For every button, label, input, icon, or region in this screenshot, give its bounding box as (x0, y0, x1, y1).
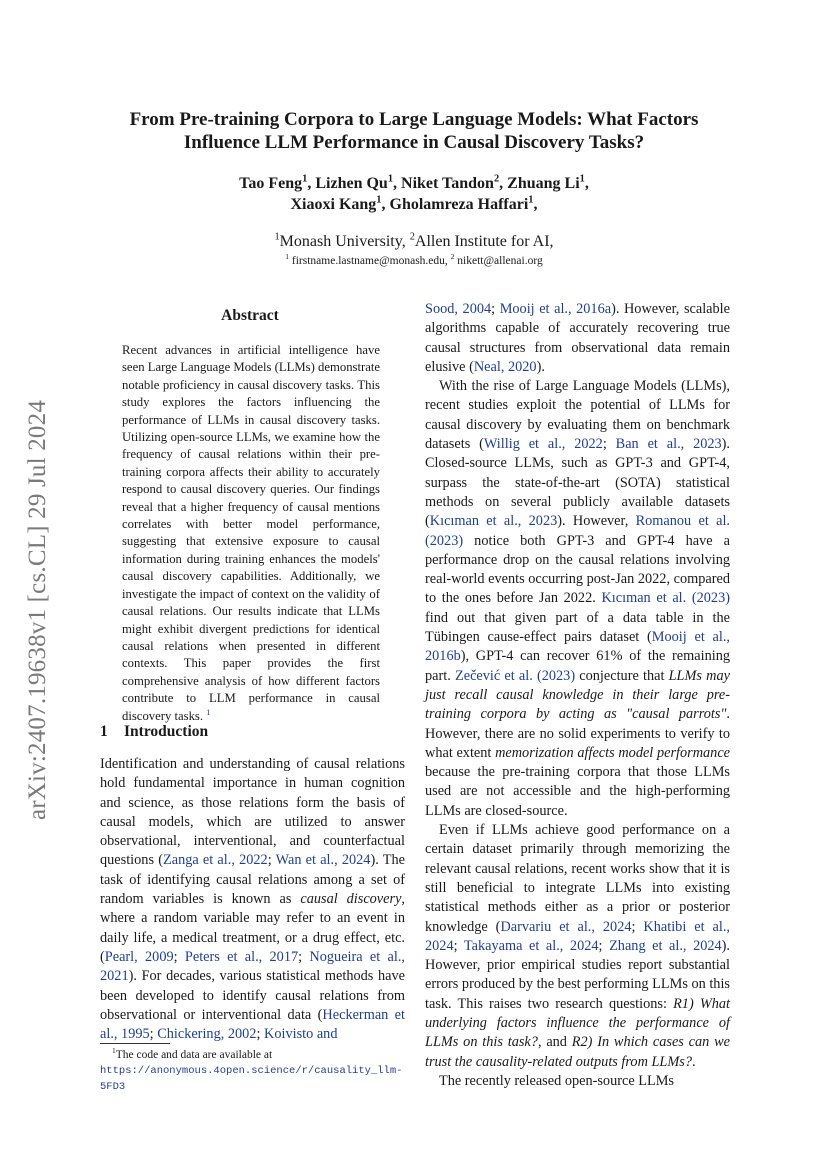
citation-link[interactable]: Peters et al., 2017 (184, 948, 299, 965)
citation-link[interactable]: Zhang et al., 2024 (609, 937, 722, 954)
citation-link[interactable]: Mooij et al., 2016a (499, 301, 612, 317)
paper-title (90, 108, 738, 154)
author-name: Niket Tandon (401, 175, 494, 192)
affil-mark: 1 (274, 231, 280, 243)
citation-link[interactable]: Koivisto and (264, 1026, 338, 1043)
title-line-1: From Pre-training Corpora to Large Language Models: What Factors (129, 109, 699, 130)
citation-link[interactable]: Sood, 2004 (425, 301, 492, 317)
affiliation-1: Monash University, (279, 233, 410, 250)
section-heading-introduction (100, 723, 208, 741)
code-url-link[interactable]: https://anonymous.4open.science/r/causality_llm-5FD3 (100, 1065, 403, 1093)
citation-link[interactable]: Pearl, 2009 (104, 948, 174, 965)
email-1: firstname.lastname@monash.edu, (289, 255, 451, 267)
citation-link[interactable]: Romanou et al. (2023) (425, 513, 730, 549)
email-2: nikett@allenai.org (454, 255, 543, 267)
citation-link[interactable]: Takayama et al., 2024 (463, 937, 599, 954)
author-affil-mark: 1 (387, 173, 394, 185)
citation-link[interactable]: Willig et al., 2022 (483, 436, 603, 453)
author-affil-mark: 1 (528, 194, 534, 206)
citation-link[interactable]: Kıcıman et al., 2023 (429, 513, 558, 530)
author-name: Xiaoxi Kang (290, 196, 377, 213)
footnote (100, 1048, 410, 1095)
abstract-text (122, 342, 380, 725)
author-affil-mark: 2 (493, 173, 500, 185)
abstract-paragraph: Recent advances in artificial intelligence have seen Large Language Models (LLMs) demonstrate notable proficiency in causal discovery tasks. This study explores the factors influencing the performance of LLMs in causal discovery tasks. Utilizing open-source LLMs, we examine how the frequency of causal relations within their pre-training corpora affects their ability to accurately respond to causal discovery queries. Our findings reveal that a higher frequency of causal mentions correlates with better model performance, suggesting that extensive exposure to causal information during training enhances the models' causal discovery capabilities. Additionally, we investigate the impact of context on the validity of causal relations. Our results indicate that LLMs might exhibit divergent predictions for identical causal relations when presented in different contexts. This paper provides the first comprehensive analysis of how different factors contribute to LLM performance in causal discovery tasks. (122, 343, 381, 723)
intro-paragraph-4: The recently released open-source LLMs (439, 1072, 674, 1089)
intro-paragraph-3: Even if LLMs achieve good performance on a certain dataset primarily through memorizing the relevant causal relations, recent works show that it is still beneficial to integrate LLMs into existing statistical methods either as a prior or posterior knowledge (Darvariu et al., 2024; Khatibi et al., 2024; Takayama et al., 2024; Zhang et al., 2024). However, prior empirical studies report substantial errors produced by the best performing LLMs on this task. This raises two research questions: R1) What underlying factors influence the performance of LLMs on this task?, and R2) In which cases can we trust the causality-related outputs from LLMs?. (425, 822, 731, 1070)
citation-link[interactable]: Wan et al., 2024 (275, 852, 371, 869)
footnote-mark: 1 (112, 1046, 116, 1056)
email-mark: 1 (285, 252, 290, 262)
citation-link[interactable]: Khatibi et al., 2024 (425, 918, 730, 954)
author-affil-mark: 1 (579, 173, 585, 185)
left-column-text (100, 755, 405, 1044)
affil-mark: 2 (409, 231, 415, 243)
footnote-divider (100, 1043, 170, 1044)
author-name: Lizhen Qu (315, 175, 388, 192)
section-number: 1 (100, 723, 108, 740)
email-mark: 2 (450, 252, 455, 262)
affiliation-2: Allen Institute for AI, (414, 233, 554, 250)
intro-paragraph-1: Identification and understanding of causal relations hold fundamental importance in human cognition and science, as those relations form the basis of causal models, which are utilized to answer observational, interventional, and counterfactual questions (Zanga et al., 2022; Wan et al., 2024). The task of identifying causal relations among a set of random variables is known as causal discovery, where a random variable may refer to an event in daily life, a medical treatment, or a drug effect, etc. (Pearl, 2009; Peters et al., 2017; Nogueira et al., 2021). For decades, various statistical methods have been developed to identify causal relations from observational or interventional data (Heckerman et al., 1995; Chickering, 2002; Koivisto and (100, 756, 406, 1043)
affiliations (90, 233, 738, 251)
title-line-2: Influence LLM Performance in Causal Discovery Tasks? (183, 132, 645, 153)
citation-link[interactable]: Chickering, 2002 (157, 1026, 257, 1043)
citation-link[interactable]: Kıcıman et al. (2023) (601, 590, 730, 607)
author-emails (90, 252, 738, 267)
citation-link[interactable]: Neal, 2020 (473, 358, 537, 375)
author-name: Zhuang Li (507, 175, 580, 192)
intro-paragraph-1-continued: Sood, 2004; Mooij et al., 2016a). However, scalable algorithms capable of accurately recovering true causal structures from observational data remain elusive (Neal, 2020). (425, 301, 730, 375)
section-title: Introduction (124, 723, 209, 740)
author-list: Tao Feng$^1$, Lizhen Qu$^1$, Niket Tandon$^2$, Zhuang Li$^1$, Xiaoxi Kang$^1$, Gholamreza Haffari$^1$, (239, 173, 589, 213)
arxiv-stamp-text: arXiv:2407.19638v1 [cs.CL] 29 Jul 2024 (24, 399, 51, 821)
footnote-text: The code and data are available at (115, 1049, 273, 1061)
citation-link[interactable]: Mooij et al., 2016b (425, 629, 730, 665)
right-column-text (425, 300, 730, 1091)
arxiv-identifier-stamp (22, 375, 54, 845)
abstract-heading: Abstract (221, 307, 279, 324)
author-affil-mark: 1 (376, 194, 382, 206)
author-name: Tao Feng (239, 175, 303, 192)
citation-link[interactable]: Zečević et al. (2023) (454, 667, 576, 684)
intro-paragraph-2: With the rise of Large Language Models (LLMs), recent studies exploit the potential of LLMs for causal discovery by evaluating them on benchmark datasets (Willig et al., 2022; Ban et al., 2023). Closed-source LLMs, such as GPT-3 and GPT-4, surpass the state-of-the-art (SOTA) statistical methods on several publicly available datasets (Kıcıman et al., 2023). However, Romanou et al. (2023) notice both GPT-3 and GPT-4 have a performance drop on the causal relations involving real-world events occurring post-Jan 2022, compared to the ones before Jan 2022. Kıcıman et al. (2023) find out that given part of a data table in the Tübingen cause-effect pairs dataset (Mooij et al., 2016b), GPT-4 can recover 61% of the remaining part. Zečević et al. (2023) conjecture that LLMs may just recall causal knowledge in their large pre-training corpora by acting as "causal parrots". However, there are no solid experiments to verify to what extent memorization affects model performance because the pre-training corpora that those LLMs used are not accessible and the high-performing LLMs are closed-source. (425, 378, 731, 819)
citation-link[interactable]: Nogueira et al., 2021 (100, 948, 406, 985)
footnote-link[interactable]: 1 (206, 707, 211, 717)
author-affil-mark: 1 (302, 173, 308, 185)
citation-link[interactable]: Ban et al., 2023 (615, 436, 722, 453)
citation-link[interactable]: Zanga et al., 2022 (162, 852, 268, 869)
citation-link[interactable]: Darvariu et al., 2024 (500, 918, 632, 935)
author-name: Gholamreza Haffari (389, 196, 529, 213)
citation-link[interactable]: Heckerman et al., 1995 (100, 1006, 406, 1043)
